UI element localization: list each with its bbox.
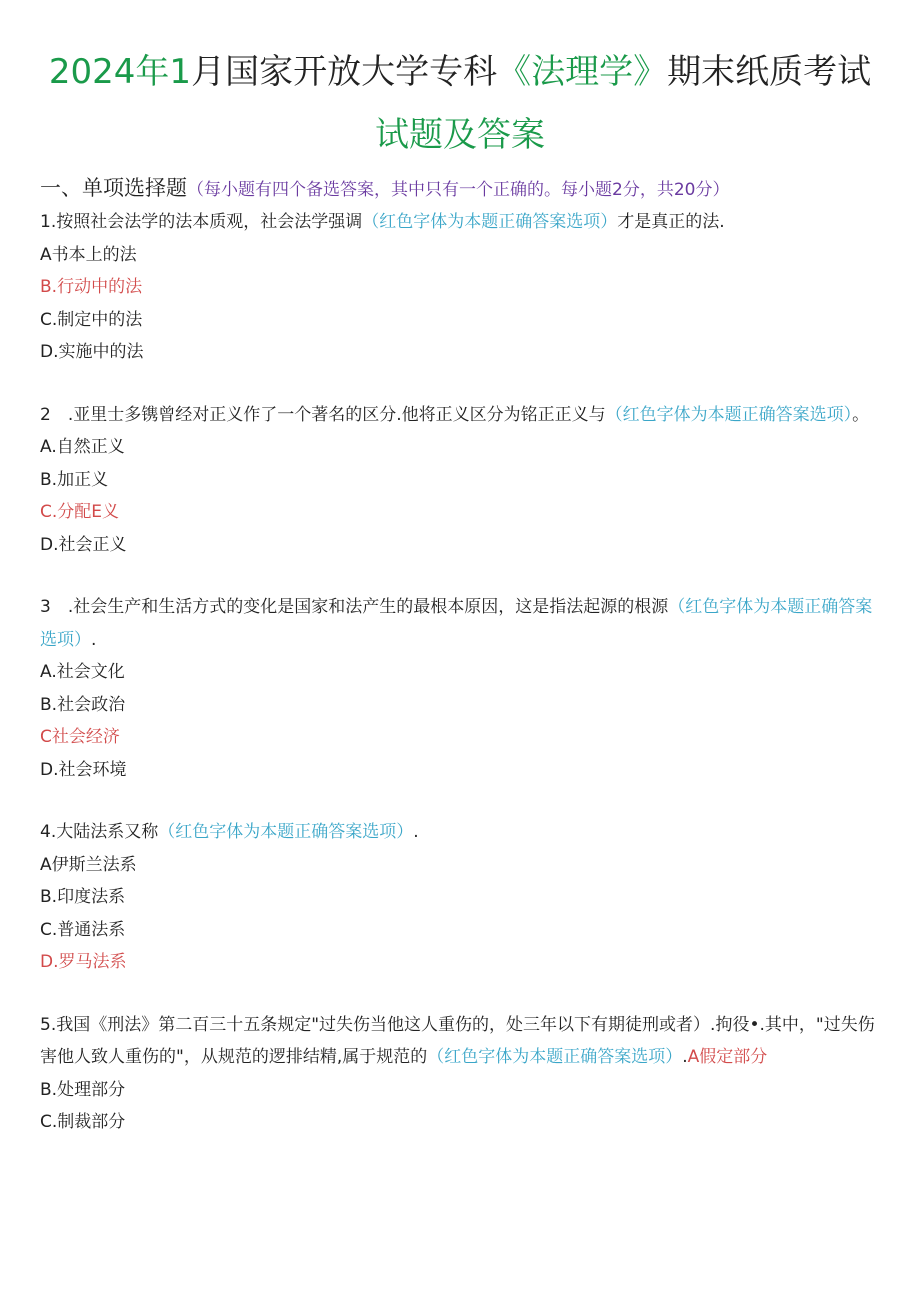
option-c: C.普通法系 xyxy=(40,919,126,940)
question-text: 1.按照社会法学的法本质观，社会法学强调 xyxy=(40,212,363,232)
question-text: 4.大陆法系又称 xyxy=(40,822,159,842)
section-note: （每小题有四个备选答案，其中只有一个正确的。每小题2分，共20分） xyxy=(187,180,730,200)
section-heading: 一、单项选择题 xyxy=(40,176,187,200)
option-c-correct: C社会经济 xyxy=(40,727,120,747)
question-text-end: 。 xyxy=(852,404,870,425)
title-exam-part: 期末纸质考试 xyxy=(667,52,872,92)
option-d-correct: D.罗马法系 xyxy=(40,952,127,972)
title-university-part: 月国家开放大学专科 xyxy=(191,52,498,92)
question-stem xyxy=(40,591,880,656)
option-a: A.自然正义 xyxy=(40,437,125,457)
option-d: D.社会正义 xyxy=(40,534,127,555)
option-a: A伊斯兰法系 xyxy=(40,854,137,875)
option-c: C.制定中的法 xyxy=(40,309,143,330)
spacer xyxy=(40,561,880,591)
answer-hint: （红色字体为本题正确答案选项） xyxy=(605,404,853,425)
document-title-line2: 试题及答案 xyxy=(375,115,545,155)
question-stem xyxy=(40,206,880,239)
question-stem xyxy=(40,1009,880,1074)
question-text-end: . xyxy=(413,822,419,842)
option-a: A书本上的法 xyxy=(40,244,137,265)
document-title-line1 xyxy=(0,50,920,94)
option-a-correct: A假定部分 xyxy=(687,1047,768,1067)
option-b: B.社会政治 xyxy=(40,694,126,715)
option-b: B.处理部分 xyxy=(40,1079,126,1100)
question-text: 5.我国《刑法》第二百三十五条规定"过失伤当他这人重伤的，处三年以下有期徒刑或者）.拘役•.其中，"过失伤害他人致人重伤的"，从规范的逻排结精,属于规范的 xyxy=(40,1014,875,1067)
question-text-end: . xyxy=(91,629,97,650)
section-header xyxy=(40,172,729,202)
title-course-part: 《法理学》 xyxy=(497,52,668,92)
option-b-correct: B.行动中的法 xyxy=(40,277,143,297)
spacer xyxy=(40,369,880,399)
spacer xyxy=(40,979,880,1009)
answer-hint: （红色字体为本题正确答案选项） xyxy=(362,212,618,232)
answer-hint: （红色字体为本题正确答案选项） xyxy=(158,822,414,842)
question-text: 2 .亚里士多镌曾经对正义作了一个著名的区分.他将正义区分为铭正正义与 xyxy=(40,404,606,425)
option-a: A.社会文化 xyxy=(40,662,125,682)
question-stem xyxy=(40,399,880,432)
option-c: C.制裁部分 xyxy=(40,1112,126,1132)
questions-list xyxy=(40,206,880,1139)
option-b: B.加正义 xyxy=(40,469,109,490)
spacer xyxy=(40,786,880,816)
answer-hint: （红色字体为本题正确答案选项） xyxy=(40,597,873,650)
option-d: D.社会环境 xyxy=(40,759,127,780)
title-year-part: 2024年1 xyxy=(48,52,192,92)
question-stem xyxy=(40,816,880,849)
option-c-correct: C.分配E义 xyxy=(40,502,120,522)
question-text-end: 才是真正的法. xyxy=(617,212,725,232)
option-b: B.印度法系 xyxy=(40,887,126,907)
question-text: 3 .社会生产和生活方式的变化是国家和法产生的最根本原因，这是指法起源的根源 xyxy=(40,597,669,617)
question-text-end: . xyxy=(682,1047,688,1067)
option-d: D.实施中的法 xyxy=(40,342,144,362)
answer-hint: （红色字体为本题正确答案选项） xyxy=(427,1047,683,1067)
